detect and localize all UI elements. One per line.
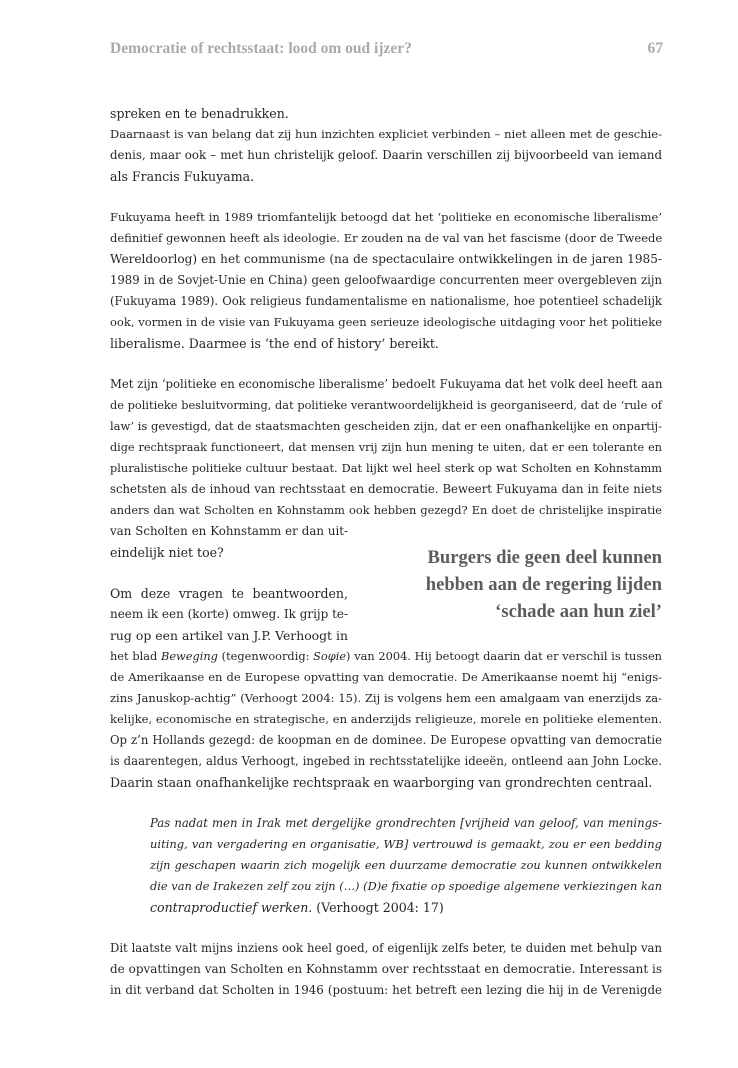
block-quote-line: die van de Irakezen zelf zou zijn (…) (D)e fixatie op spoedige algemene verkiezingen kan — [150, 879, 662, 893]
body-line: anders dan wat Scholten en Kohnstamm ook hebben gezegd? En doet de christelijke inspiratie — [110, 503, 662, 517]
pull-quote-line: ‘schade aan hun ziel’ — [495, 601, 662, 622]
body-line: Dit laatste valt mijns inziens ook heel goed, of eigenlijk zelfs beter, te duiden met behulp van — [110, 941, 662, 955]
body-line: Om deze vragen te beantwoorden, — [110, 586, 348, 601]
block-quote-line: Pas nadat men in Irak met dergelijke grondrechten [vrijheid van geloof, van menings- — [150, 816, 662, 830]
body-line: de Amerikaanse en de Europese opvatting van democratie. De Amerikaanse noemt hij “enigs- — [110, 670, 662, 684]
journal-title-current: Sοφie — [313, 649, 347, 663]
body-line: Wereldoorlog) en het communisme (na de spectaculaire ontwikkelingen in de jaren 1985- — [110, 252, 662, 266]
pull-quote-line: Burgers die geen deel kunnen — [427, 547, 662, 568]
block-quote-line — [150, 897, 662, 918]
body-line — [110, 646, 662, 667]
body-line: de opvattingen van Scholten en Kohnstamm over rechtsstaat en democratie. Interessant is — [110, 962, 662, 976]
body-line: law’ is gevestigd, dat de staatsmachten gescheiden zijn, dat er een onafhankelijke en onpartij- — [110, 419, 662, 433]
body-line: in dit verband dat Scholten in 1946 (postuum: het betreft een lezing die hij in de Verenigde — [110, 983, 662, 997]
body-line: spreken en te benadrukken. — [110, 106, 289, 121]
body-line: dige rechtspraak functioneert, dat mensen vrij zijn hun mening te uiten, dat er een tolerante en — [110, 441, 662, 454]
line-segment: ) van 2004. Hij betoogt daarin dat er verschil is tussen — [346, 649, 662, 663]
pull-quote-line: hebben aan de regering lijden — [425, 574, 662, 595]
body-line: Fukuyama heeft in 1989 triomfantelijk betoogd dat het ‘politieke en economische liberalisme’ — [110, 210, 662, 224]
journal-title: Beweging — [160, 649, 218, 663]
line-segment: het blad — [110, 649, 161, 663]
quote-text: contraproductief werken. — [150, 900, 313, 915]
block-quote-line: zijn geschapen waarin zich mogelijk een duurzame democratie zou kunnen ontwikkelen — [150, 858, 662, 872]
page-number: 67 — [647, 40, 663, 57]
running-title: Democratie of rechtsstaat: lood om oud ijzer? — [110, 40, 412, 57]
body-line: de politieke besluitvorming, dat politieke verantwoordelijkheid is georganiseerd, dat de ‘rule of — [110, 398, 662, 412]
body-line: van Scholten en Kohnstamm er dan uit- — [110, 524, 348, 538]
block-quote-line: uiting, van vergadering en organisatie, WB] vertrouwd is gemaakt, zou er een bedding — [150, 837, 662, 851]
body-line: liberalisme. Daarmee is ‘the end of history’ bereikt. — [110, 336, 439, 351]
body-line: is daarentegen, aldus Verhoogt, ingebed in rechtsstatelijke ideeën, ontleend aan John Locke. — [110, 754, 662, 768]
body-line: pluralistische politieke cultuur bestaat. Dat lijkt wel heel sterk op wat Scholten en Kohnstamm — [110, 461, 662, 475]
body-line: Op z’n Hollands gezegd: de koopman en de dominee. De Europese opvatting van democratie — [110, 733, 662, 747]
line-segment: (tegenwoordig: — [217, 649, 314, 663]
body-line: (Fukuyama 1989). Ook religieus fundamentalisme en nationalisme, hoe potentieel schadelijk — [110, 294, 662, 308]
body-line: kelijke, economische en strategische, en anderzijds religieuze, morele en politieke elementen. — [110, 712, 662, 726]
body-line: neem ik een (korte) omweg. Ik grijp te- — [110, 607, 348, 621]
body-line: denis, maar ook – met hun christelijk geloof. Daarin verschillen zij bijvoorbeeld van iemand — [110, 148, 662, 162]
body-line: zins Januskop-achtig” (Verhoogt 2004: 15). Zij is volgens hem een amalgaam van enerzijds za- — [110, 691, 662, 705]
running-header — [110, 40, 663, 62]
body-line: Daarin staan onafhankelijke rechtspraak en waarborging van grondrechten centraal. — [110, 775, 653, 790]
body-line: ook, vormen in de visie van Fukuyama geen serieuze ideologische uitdaging voor het politieke — [110, 315, 662, 329]
quote-citation: (Verhoogt 2004: 17) — [312, 900, 444, 915]
body-line: rug op een artikel van J.P. Verhoogt in — [110, 628, 348, 643]
body-line: eindelijk niet toe? — [110, 545, 224, 560]
body-line: 1989 in de Sovjet-Unie en China) geen geloofwaardige concurrenten meer overgebleven zijn — [110, 273, 662, 287]
body-line: definitief gewonnen heeft als ideologie. Er zouden na de val van het fascisme (door de Tweede — [110, 231, 663, 245]
body-line: Daarnaast is van belang dat zij hun inzichten expliciet verbinden – niet alleen met de geschie- — [110, 127, 662, 141]
body-line: Met zijn ‘politieke en economische liberalisme’ bedoelt Fukuyama dat het volk deel heeft aan — [110, 377, 663, 391]
body-line: schetsten als de inhoud van rechtsstaat en democratie. Beweert Fukuyama dan in feite niets — [110, 482, 662, 496]
body-line: als Francis Fukuyama. — [110, 169, 255, 184]
